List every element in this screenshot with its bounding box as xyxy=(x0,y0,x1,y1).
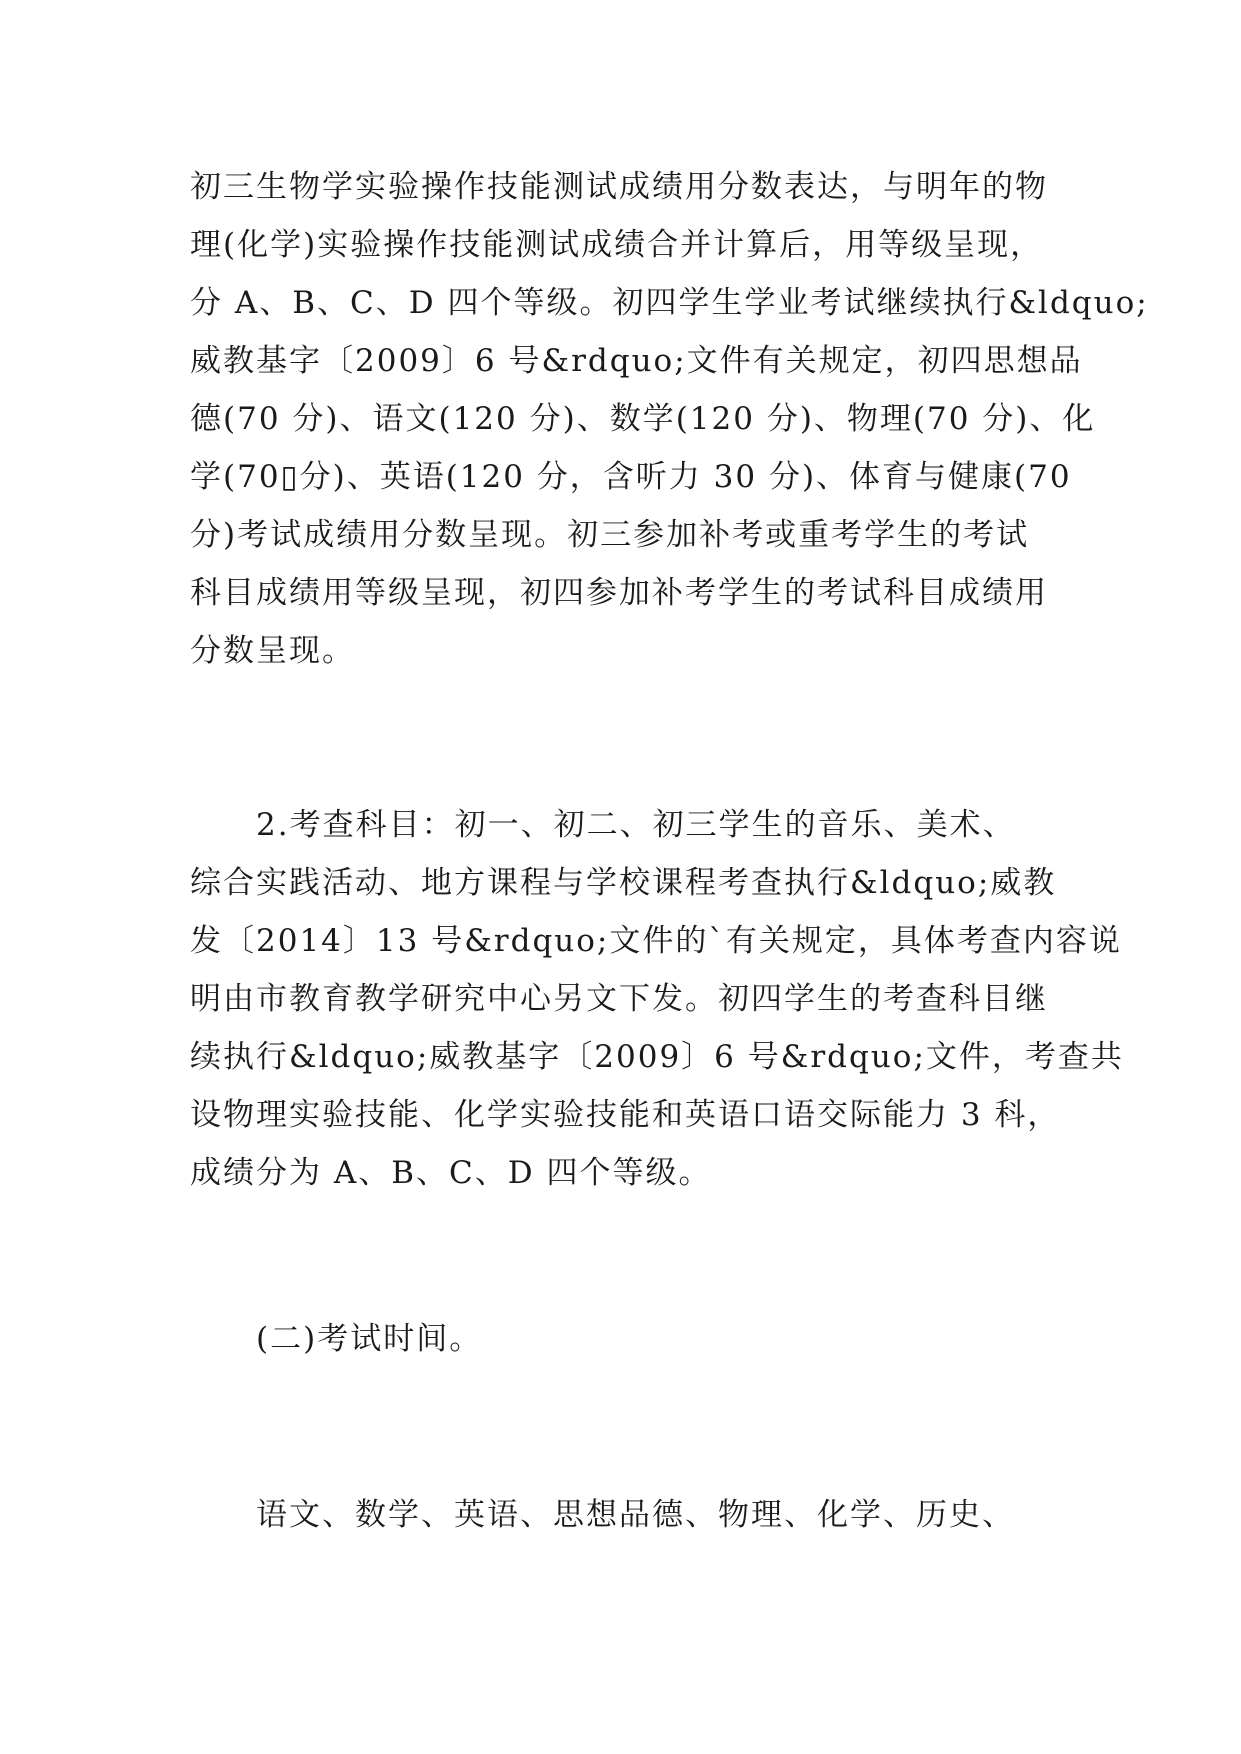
section-heading: (二)考试时间。 xyxy=(190,1321,483,1357)
paragraph-exam-scoring xyxy=(190,158,1149,680)
text-line: 明由市教育教学研究中心另文下发。初四学生的考查科目继 xyxy=(190,981,1048,1017)
text-line: 威教基字〔2009〕6 号&rdquo;文件有关规定，初四思想品 xyxy=(190,343,1083,379)
text-line: 成绩分为 A、B、C、D 四个等级。 xyxy=(190,1155,712,1191)
text-line: 语文、数学、英语、思想品德、物理、化学、历史、 xyxy=(190,1497,1015,1533)
paragraph-exam-subjects-list xyxy=(190,1486,1070,1544)
text-line: 发〔2014〕13 号&rdquo;文件的`有关规定，具体考查内容说 xyxy=(190,923,1122,959)
text-line: 学(70▯分)、英语(120 分，含听力 30 分)、体育与健康(70 xyxy=(190,459,1072,495)
section-heading-exam-time xyxy=(190,1310,1070,1368)
paragraph-assessment-subjects xyxy=(190,796,1124,1202)
text-line: 理(化学)实验操作技能测试成绩合并计算后，用等级呈现， xyxy=(190,227,1044,263)
text-line: 分)考试成绩用分数呈现。初三参加补考或重考学生的考试 xyxy=(190,517,1030,553)
text-line: 分 A、B、C、D 四个等级。初四学生学业考试继续执行&ldquo; xyxy=(190,285,1149,321)
text-line: 2.考查科目：初一、初二、初三学生的音乐、美术、 xyxy=(190,807,1016,843)
text-line: 德(70 分)、语文(120 分)、数学(120 分)、物理(70 分)、化 xyxy=(190,401,1096,437)
text-line: 科目成绩用等级呈现，初四参加补考学生的考试科目成绩用 xyxy=(190,575,1048,611)
text-line: 初三生物学实验操作技能测试成绩用分数表达，与明年的物 xyxy=(190,169,1048,205)
text-line: 综合实践活动、地方课程与学校课程考查执行&ldquo;威教 xyxy=(190,865,1057,901)
text-line: 设物理实验技能、化学实验技能和英语口语交际能力 3 科， xyxy=(190,1097,1061,1133)
text-line: 分数呈现。 xyxy=(190,633,355,669)
text-line: 续执行&ldquo;威教基字〔2009〕6 号&rdquo;文件，考查共 xyxy=(190,1039,1124,1075)
